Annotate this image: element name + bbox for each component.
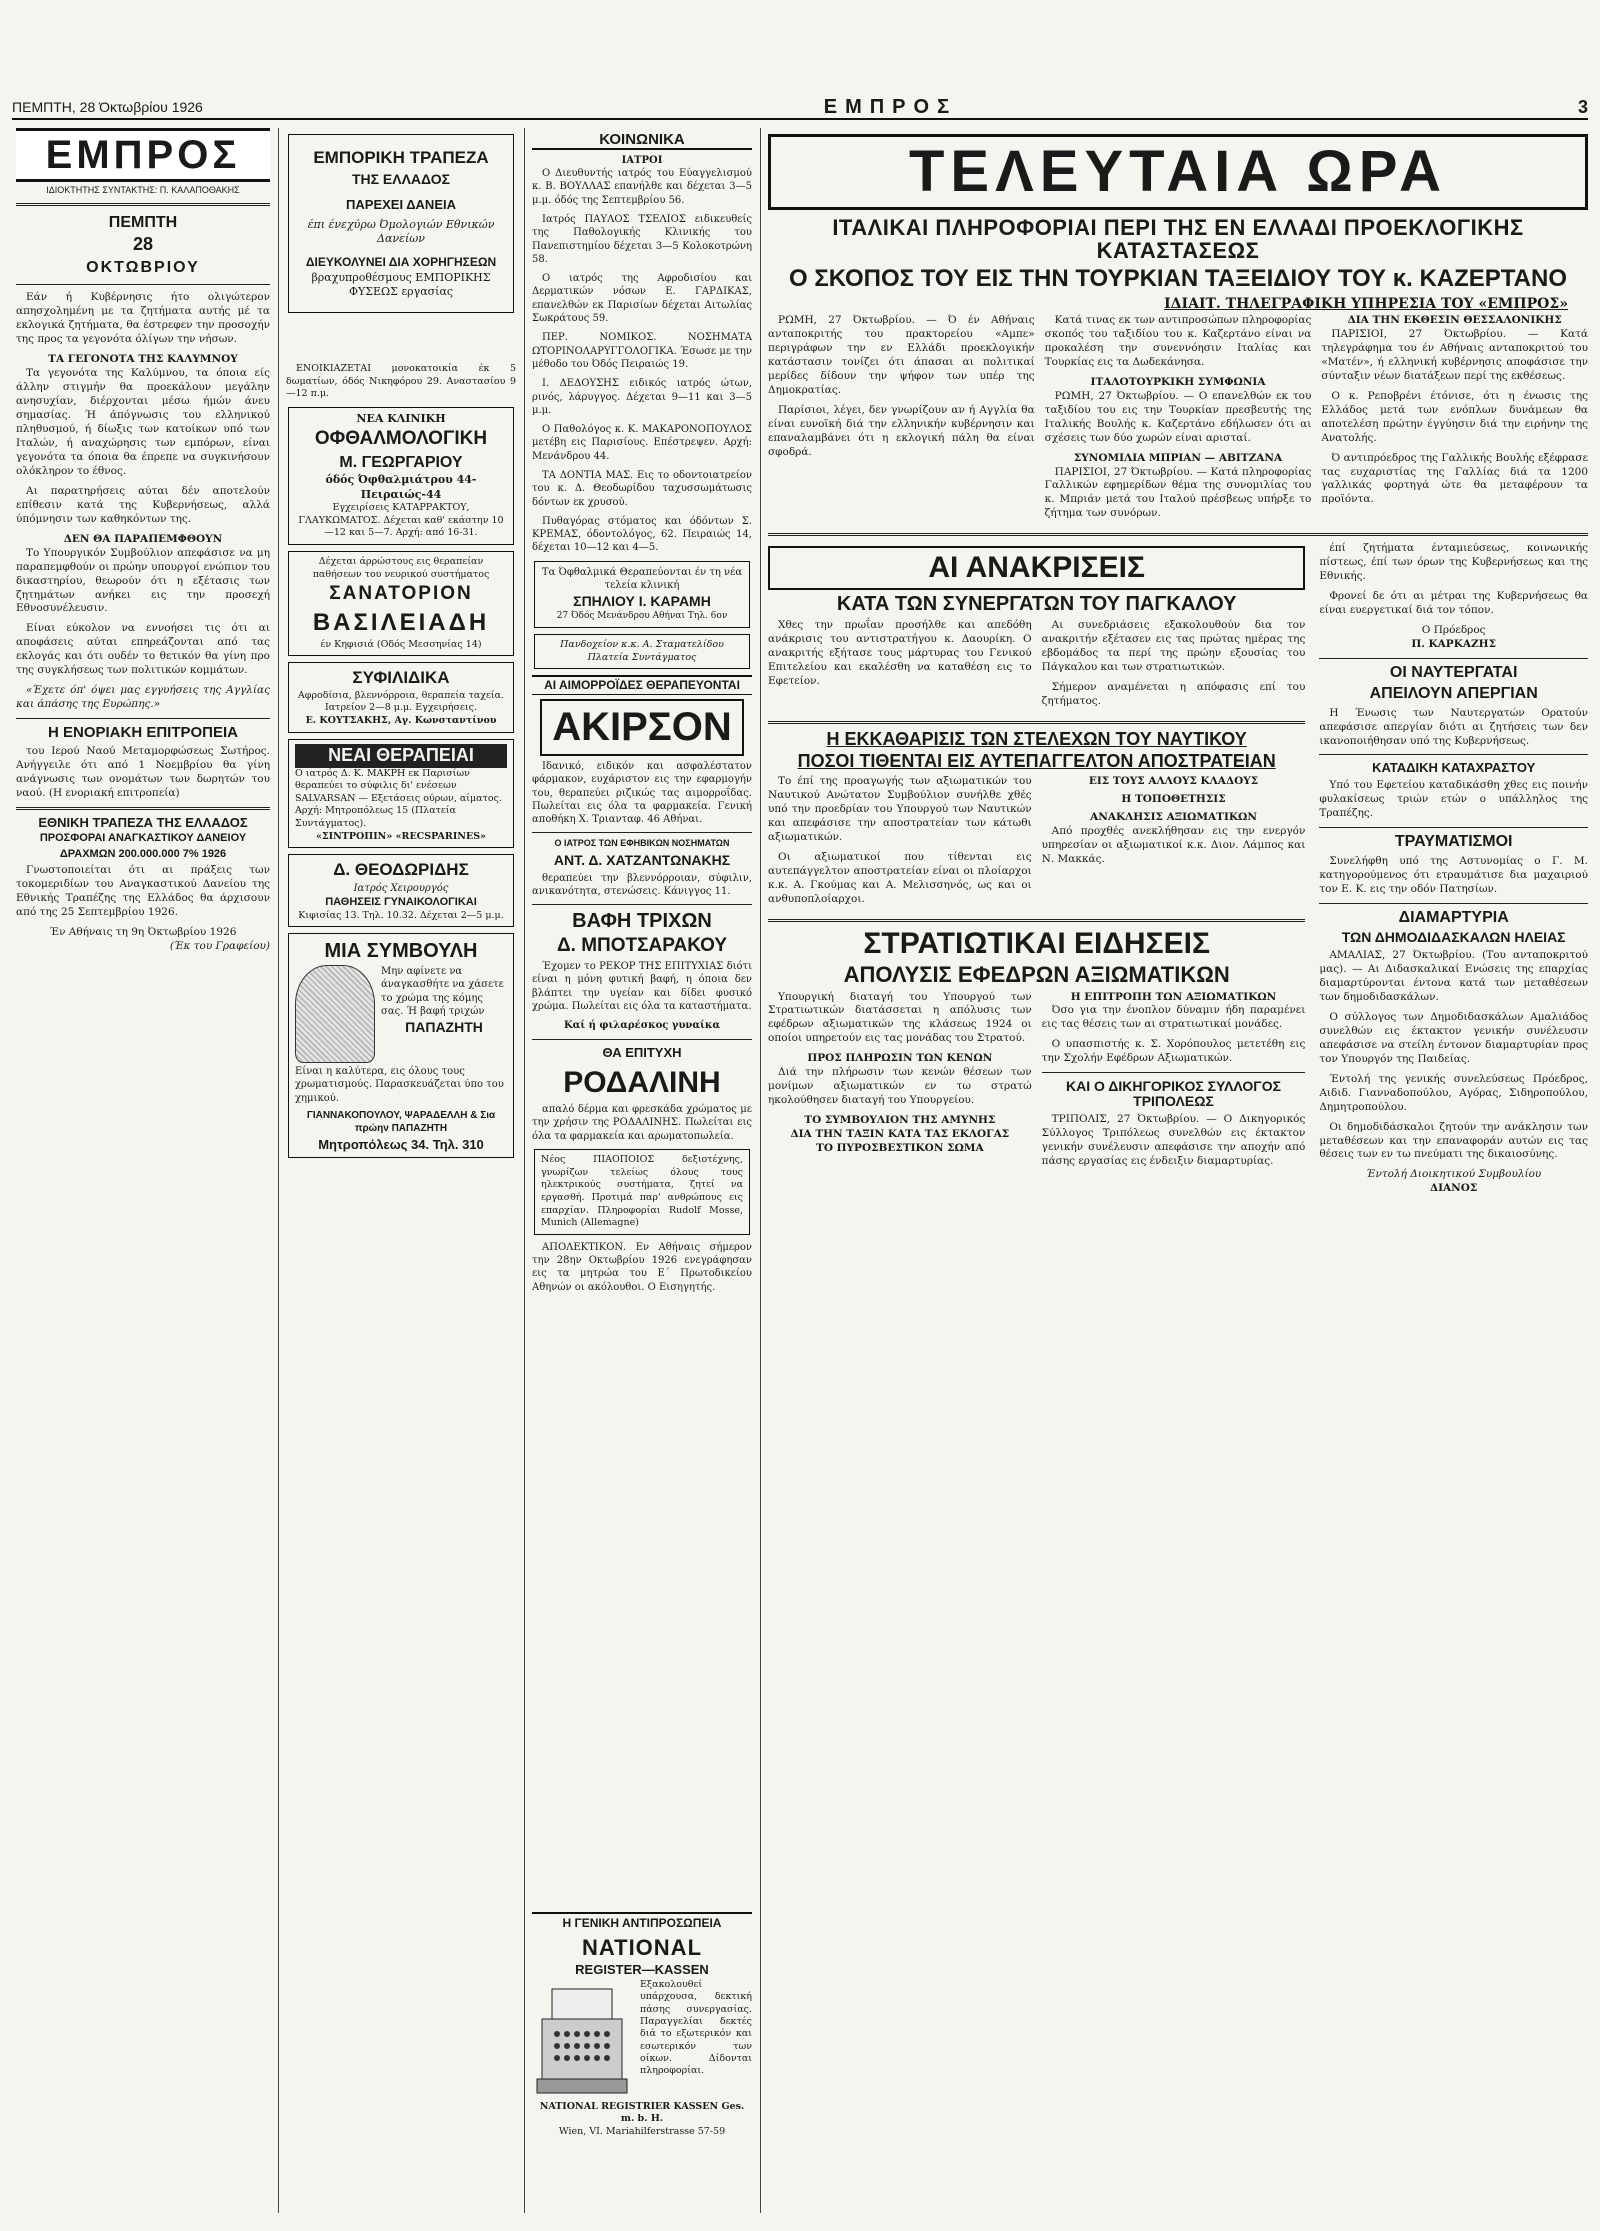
subheadline-strike: ΑΠΕΙΛΟΥΝ ΑΠΕΡΓΙΑΝ (1369, 684, 1538, 702)
ad-gynecologist (288, 854, 514, 927)
ad-doctor-heading: Ο ΙΑΤΡΟΣ ΤΩΝ ΕΦΗΒΙΚΩΝ ΝΟΣΗΜΑΤΩΝ (554, 838, 730, 849)
header-date: ΠΕΜΠΤΗ, 28 Όκτωβρίου 1926 (12, 99, 203, 115)
ad-text: Εγχειρίσεις ΚΑΤΑΡΡΑΚΤΟΥ, ΓΛΑΥΚΩΜΑΤΟΣ. Δέχεται καθ' εκάστην 10—12 και 5—7. Αρχή: από 16-31. (298, 502, 504, 539)
woman-portrait-image (295, 965, 375, 1063)
ad-register-brand: NATIONAL (581, 1934, 703, 1960)
ad-footer: ΓΙΑΝΝΑΚΟΠΟΥΛΟΥ, ΨΑΡΑΔΕΛΛΗ & Σια πρώην ΠΑΠΑΖΗΤΗ (306, 1109, 496, 1135)
telegram-paragraph: ΠΑΡΙΣΙΟΙ, 27 Όκτωβρίου. — Κατά τηλεγράφημα του έν Αθήναις ανταποκριτού του «Ματέν», ή ελληνική κυβέρνησις αποφάσισε την σύνταξιν νέων διατάξεων περί της εκθέσεως. (1321, 327, 1588, 382)
ad-text: Μην αφίνετε να άναγκασθήτε να χάσετε το χρώμα της κόμης σας. Ή βαφή τριχών (381, 966, 504, 1017)
telegrams-block (768, 314, 1588, 527)
article-paragraph: έπί ζητήματα ένταμιεύσεως, κοινωνικής πίστεως, έπί των όρων της Κυβερνήσεως και της Εθνικής. (1319, 542, 1588, 583)
ad-subtitle: Μ. ΓΕΩΡΓΑΡΙΟΥ (339, 453, 463, 471)
bank-notice-signature: (Έκ του Γραφείου) (169, 940, 270, 953)
ad-line: βραχυπροθέσμους ΕΜΠΟΡΙΚΗΣ ΦΥΣΕΩΣ εργασίας (311, 270, 491, 299)
notice-paragraph: του Ιερού Ναού Μεταμορφώσεως Σωτήρος. Ανήγγειλε ότι από 1 Νοεμβρίου θα γίνη ανάγνωσις των ονομάτων των δωρητών του ναού. (Η ενοριακή επιτροπεία) (16, 744, 270, 799)
ad-brand: ΠΑΠΑΖΗΤΗ (405, 1019, 483, 1036)
article-subhead: Η ΕΠΙΤΡΟΠΗ ΤΩΝ ΑΞΙΩΜΑΤΙΚΩΝ (1070, 990, 1277, 1003)
telegram-paragraph: Κατά τινας εκ των αντιπροσώπων πληροφορίας σκοπός του ταξιδίου του κ. Καζερτάνο είναι να προκαλέση την συνεννόησιν Ιταλίας και Τουρκίας εις τα Δωδεκάνησα. (1044, 313, 1312, 368)
ad-subtitle: ΤΗΣ ΕΛΛΑΔΟΣ (351, 170, 451, 187)
article-subhead: Η ΤΟΠΟΘΕΤΗΣΙΣ (1121, 793, 1226, 806)
article-subhead: ΤΟ ΣΥΜΒΟΥΛΙΟΝ ΤΗΣ ΑΜΥΝΗΣ (804, 1114, 996, 1127)
ad-title: ΣΥΦΙΛΙΔΙΚΑ (352, 668, 450, 688)
ad-register-heading: Η ΓΕΝΙΚΗ ΑΝΤΙΠΡΟΣΩΠΕΙΑ (532, 1912, 752, 1930)
ad-doctor-name: ΑΝΤ. Δ. ΧΑΤΖΑΝΤΩΝΑΚΗΣ (553, 851, 731, 868)
column-advertisements (286, 128, 516, 2213)
ad-hotel: Πανδοχείον κ.κ. Α. Σταματελίδου Πλατεία Συντάγματος (534, 634, 750, 669)
classified-rent: ΕΝΟΙΚΙΑΖΕΤΑΙ μονοκατοικία έκ 5 δωματίων, όδός Νικηφόρου 29. Αναστασίου 9—12 π.μ. (286, 362, 516, 400)
ad-hairdye-name: Δ. ΜΠΟΤΣΑΡΑΚΟΥ (556, 935, 728, 957)
headline-kazertano-trip: Ο ΣΚΟΠΟΣ ΤΟΥ ΕΙΣ ΤΗΝ ΤΟΥΡΚΙΑΝ ΤΑΞΕΙΔΙΟΥ ΤΟΥ κ. ΚΑΖΕΡΤΑΝΟ (788, 265, 1568, 293)
column-rule (278, 128, 279, 2213)
article-paragraph: Ο σύλλογος των Δημοδιδασκάλων Αμαλιάδος συνελθών εις έκτακτον γενικήν συνέλευσιν απεφάσισε να στείλη έντονον διαμαρτυρίαν προς τον Υπουργόν της Παιδείας. (1319, 1010, 1588, 1065)
ad-subtitle: ΒΑΣΙΛΕΙΑΔΗ (312, 608, 490, 636)
ad-text: Είναι η καλύτερα, εις όλους τους χρωματισμούς. Παρασκευάζεται ύπο του χημικού. (295, 1066, 504, 1104)
telegram-subhead: ΣΥΝΟΜΙΛΙΑ ΜΠΡΙΑΝ — ΑΒΙΤΖΑΝΑ (1073, 451, 1283, 464)
ad-text: θεραπεύει την βλεννόρροιαν, σύφιλιν, ανικανότητα, στενώσεις. Κάνιγγος 11. (532, 872, 752, 897)
column-rule (524, 128, 525, 2213)
telegram-paragraph: ΡΩΜΗ, 27 Όκτωβρίου. — Ο επανελθών εκ του ταξιδίου του εις την Τουρκίαν πρεσβευτής της Ιταλικής Βουλής κ. Καζερτάνο εδήλωσεν ότι αι σχέσεις των δύο χωρών είναι αρισταί. (1044, 389, 1312, 444)
subheadline-reserve-officers: ΑΠΟΛΥΣΙΣ ΕΦΕΔΡΩΝ ΑΞΙΩΜΑΤΙΚΩΝ (843, 962, 1230, 988)
editorial-paragraph: Αι παρατηρήσεις αύται δέν αποτελούν επίθεσιν κατά της Κυβερνήσεως, αλλά ύπόμνησιν των καθηκόντων της. (16, 484, 270, 525)
signature-title: Ο Πρόεδρος (1421, 624, 1486, 637)
signature-name: ΔΙΑΝΟΣ (1429, 1182, 1478, 1195)
telegram-paragraph: Παρίσιοι, λέγει, δεν γνωρίζουν αν ή Αγγλία θα είναι ευνοϊκή διά την ελληνικήν κυβέρνησιν και επαναλαμβάνει ότι η εκλογική πάλη θα είναι σφοδρά. (768, 403, 1035, 458)
article-subhead: ΤΟ ΠΥΡΟΣΒΕΣΤΙΚΟΝ ΣΩΜΑ (816, 1142, 984, 1155)
ad-text: Έχομεν το ΡΕΚΟΡ ΤΗΣ ΕΠΙΤΥΧΙΑΣ διότι είναι η μόνη φυτική βαφή, η όποια δεν βλάπτει την υγείαν και δίδει φυσικό χρώμα. Πωλείται εις όλα τα καταστήματα. (532, 961, 752, 1012)
ad-text: απαλό δέρμα και φρεσκάδα χρώματος με την χρήσιν της ΡΟΔΑΛΙΝΗΣ. Πωλείται εις όλα τα φαρμακεία και αρωματοπωλεία. (532, 1104, 752, 1142)
ad-address: Μητροπόλεως 34. Τηλ. 310 (318, 1136, 484, 1152)
doctor-notice: Ο Διευθυντής ιατρός του Εύαγγελισμού κ. Β. ΒΟΥΛΛΑΣ επανήλθε και δέχεται 3—5 μ.μ. όδός της Σεπτεμβρίου 56. (532, 168, 752, 206)
bank-notice-subtitle: ΠΡΟΣΦΟΡΑΙ ΑΝΑΓΚΑΣΤΙΚΟΥ ΔΑΝΕΙΟΥ (39, 832, 247, 845)
doctor-notice: Πυθαγόρας στόματος και όδόντων Σ. ΚΡΕΜΑΣ, όδοντολόγος, 62. Πειραιώς 14, δέχεται 10—12 και 4—5. (532, 515, 752, 554)
ad-text: Ο ιατρός Δ. Κ. ΜΑΚΡΗ εκ Παρισίων θεραπεύει το σύφιλις δι' ενέσεων SALVARSAN — Εξετάσεις ούρων, αίματος. Αρχή: Μητροπόλεως 15 (Πλατεία Συντάγματος). (295, 767, 502, 830)
headline-protest: ΔΙΑΜΑΡΤΥΡΙΑ (1398, 908, 1509, 926)
ad-text: Δέχεται άρρώστους εις θεραπείαν παθήσεων του νευρικού συστήματος (312, 556, 490, 580)
column-rule (760, 128, 761, 2213)
doctor-notice: Ιατρός ΠΑΥΛΟΣ ΤΣΕΛΙΟΣ ειδικευθείς της Παθολογικής Κλινικής του Πανεπιστημίου δέχεται 3—5 Κολοκοτρώνη 58. (532, 213, 752, 265)
ad-hair-dye-advice (288, 933, 514, 1157)
ad-text: Τα Όφθαλμικά Θεραπεύονται έν τη νέα τελεία κλινική (541, 566, 743, 592)
masthead: ΕΜΠΡΟΣ (16, 128, 270, 182)
headline-military-news: ΣΤΡΑΤΙΩΤΙΚΑΙ ΕΙΔΗΣΕΙΣ (863, 926, 1210, 960)
headline-investigations: ΑΙ ΑΝΑΚΡΙΣΕΙΣ (768, 546, 1305, 590)
ad-address: 27 Όδός Μενάνδρου Αθήναι Τηλ. 6ον (556, 610, 728, 621)
column-social (532, 128, 752, 2213)
article-subhead: ΑΝΑΚΛΗΣΙΣ ΑΞΙΩΜΑΤΙΚΩΝ (1090, 811, 1257, 824)
ad-address: Ε. ΚΟΥΤΣΑΚΗΣ, Αγ. Κωνσταντίνου (305, 715, 497, 727)
ad-title: ΝΕΑΙ ΘΕΡΑΠΕΙΑΙ (295, 744, 507, 768)
ad-title: ΕΜΠΟΡΙΚΗ ΤΡΑΠΕΖΑ (313, 148, 489, 167)
editorial-day: ΠΕΜΠΤΗ (108, 213, 178, 231)
ad-line: ΔΙΕΥΚΟΛΥΝΕΙ ΔΙΑ ΧΟΡΗΓΗΣΕΩΝ (305, 254, 497, 269)
bank-notice-title: ΕΘΝΙΚΗ ΤΡΑΠΕΖΑ ΤΗΣ ΕΛΛΑΔΟΣ (38, 814, 248, 830)
ad-syphilis-clinic (288, 662, 514, 732)
article-paragraph: Διά την πλήρωσιν των κενών θέσεων των μονίμων αξιωματικών εν τω στρατώ ηκολούθησεν διαταγή του Υπουργείου. (768, 1066, 1032, 1107)
ad-text: «ΣΙΝΤΡΟΠΙΝ» «RECSPARINES» (316, 830, 486, 842)
ad-tag: ΝΕΑ ΚΛΙΝΙΚΗ (356, 411, 446, 425)
ad-national-register (532, 1908, 752, 2208)
article-paragraph: Οι δημοδιδάσκαλοι ζητούν την ανάκλησιν των μεταθέσεων και την επαναφοράν αυτών εις τας θέσεις των εν τω πνεύματι της δικαιοσύνης. (1319, 1120, 1588, 1161)
ad-line: ΠΑΡΕΧΕΙ ΔΑΝΕΙΑ (346, 197, 456, 213)
editorial-quote: «Έχετε όπ' όψει μας εγγυήσεις της Αγγλίας και άπάσης της Ευρώπης.» (16, 684, 270, 711)
editorial-paragraph: Τα γεγονότα της Καλύμνου, τα όποια είς άλλην στιγμήν θα προεκάλουν μεγάλην ανησυχίαν, διέρχονται μέσω ήμών άνευ σημασίας. Ή άπόγνωσις του ελληνικού πληθυσμού, ή δίωξις των κατοίκων υπό των Ιταλών, ή αναχώρησις των εμπόρων, είναι γεγονότα τα όποια θα έπρεπε να συγκινήσουν ολόκληρον το έθνος. (16, 367, 270, 477)
article-paragraph: Ο υπασπιστής κ. Σ. Χορόπουλος μετετέθη εις την Σχολήν Εφέδρων Αξιωματικών. (1041, 1038, 1306, 1065)
page-header (12, 96, 1588, 120)
ad-sanatorium (288, 551, 514, 656)
banner-latest-hour: ΤΕΛΕΥΤΑΙΑ ΩΡΑ (768, 134, 1588, 210)
editorial-date: 28 (132, 234, 154, 255)
headline-conviction: ΚΑΤΑΔΙΚΗ ΚΑΤΑΧΡΑΣΤΟΥ (1372, 760, 1536, 776)
ad-register-address: NATIONAL REGISTRIER KASSEN Ges. m. b. H. (539, 2101, 745, 2125)
article-paragraph: Αι συνεδριάσεις εξακολουθούν δια τον ανακριτήν εξέτασεν εις τας πρώτας ημέρας της εβδομάδος τα περί της πρώην εξουσίας του Πάγκαλου και των στρατιωτικών. (1041, 618, 1306, 673)
column-latest-news (768, 128, 1588, 2213)
editorial-paragraph: Εάν ή Κυβέρνησις ήτο ολιγώτερον απησχολημένη με τα ζητήματα αυτής μέ τα εκλογικά ζητήματα, θα έστρεφεν την προσοχήν της προς τα γεγονότα όλίγων την νήσων. (16, 291, 270, 346)
bank-notice-date: Έν Αθήναις τη 9η Όκτωβρίου 1926 (49, 926, 237, 939)
headline-bar-association: ΚΑΙ Ο ΔΙΚΗΓΟΡΙΚΟΣ ΣΥΛΛΟΓΟΣ ΤΡΙΠΟΛΕΩΣ (1066, 1078, 1281, 1109)
ad-text: Ιδανικό, ειδικόν και ασφαλέστατον φάρμακον, ευχάριστον εις την εφαρμογήν του, θεραπεύει ριζικώς τας αιμορροΐδας. Πωλείται εις όλα τα φαρμακεία. Γενική αποθήκη Χ. Τριανταφ. 46 Αθήναι. (532, 760, 752, 826)
article-paragraph: Σήμερον αναμένεται η απόφασις επί του ζητήματος. (1041, 680, 1306, 707)
subheadline-pangalos-associates: ΚΑΤΑ ΤΩΝ ΣΥΝΕΡΓΑΤΩΝ ΤΟΥ ΠΑΓΚΑΛΟΥ (836, 592, 1237, 615)
headline-italian-info: ΙΤΑΛΙΚΑΙ ΠΛΗΡΟΦΟΡΙΑΙ ΠΕΡΙ ΤΗΣ ΕΝ ΕΛΛΑΔΙ ΠΡΟΕΚΛΟΓΙΚΗΣ ΚΑΤΑΣΤΑΣΕΩΣ (832, 215, 1524, 264)
telegram-paragraph: ΠΑΡΙΣΙΟΙ, 27 Όκτωβρίου. — Κατά πληροφορίας Γαλλικών εφημερίδων θέμα της συνομιλίας του κ. Μπριάν μετά του Ιταλού πρέσβεως υπήρξε το ζήτημα των συνόρων. (1044, 465, 1312, 520)
article-paragraph: ΤΡΙΠΟΛΙΣ, 27 Όκτωβρίου. — Ο Δικηγορικός Σύλλογος Τριπόλεως συνελθών εις έκτακτον γενικήν συνέλευσιν απεφάσισε την αποχήν από πάσης εργασίας εις ένδειξιν διαμαρτυρίας. (1041, 1112, 1306, 1167)
ad-register-model: REGISTER—KASSEN (575, 1962, 709, 1978)
ad-register-address: Wien, VI. Mariahilferstrasse 57-59 (558, 2125, 726, 2137)
column-editorial (16, 128, 270, 2213)
signature-name: Π. ΚΑΡΚΑΖΗΣ (1411, 638, 1496, 651)
article-paragraph: Όσο για την ένοπλον δύναμιν ήδη παραμένει εις τας θέσεις των αι στρατιωτικαί μονάδες. (1041, 1004, 1306, 1031)
editorial-paragraph: Το Υπουργικόν Συμβούλιον απεφάσισε να μη παραπεμφθούν οι πρώην υπουργοί ενώπιον του δικαστηρίου, θεωρούν ότι η εξέτασις των ζητημάτων ανήκει εις την προσεχή Εθνοσυνέλευσιν. (16, 546, 270, 615)
ad-new-therapies (288, 739, 514, 849)
ad-hemorrhoids-heading: ΑΙ ΑΙΜΟΡΡΟΪΔΕΣ ΘΕΡΑΠΕΥΟΝΤΑΙ (532, 675, 752, 695)
ad-line: έπι ένεχύρω Όμολογιών Εθνικών Δανείων (307, 217, 495, 246)
headline-sailors: ΟΙ ΝΑΥΤΕΡΓΑΤΑΙ (1389, 664, 1518, 681)
telegraph-service: ΙΔΙΑΙΤ. ΤΗΛΕΓΡΑΦΙΚΗ ΥΠΗΡΕΣΙΑ ΤΟΥ «ΕΜΠΡΟΣ» (1164, 296, 1568, 313)
ad-rodalini-heading: ΘΑ ΕΠΙΤΥΧΗ (602, 1044, 682, 1060)
article-paragraph: Φρονεί δε ότι αι μέτραι της Κυβερνήσεως θα είναι ευεργετικαί διά τον τόπον. (1319, 590, 1588, 617)
doctor-notice: ΠΕΡ. ΝΟΜΙΚΟΣ. ΝΟΣΗΜΑΤΑ ΩΤΟΡΙΝΟΛΑΡΥΓΓΟΛΟΓΙΚΑ. Έσωσε με την μέθοδο του Όδός Πειραιώς 19. (532, 332, 752, 370)
doctor-notice: Ο Παθολόγος κ. Κ. ΜΑΚΑΡΟΝΟΠΟΥΛΟΣ μετέβη εις Παρισίους. Επέστρεψεν. Αρχή: Μενάνδρου 44. (532, 424, 752, 462)
ad-title: ΜΙΑ ΣΥΜΒΟΥΛΗ (324, 940, 478, 963)
article-paragraph: Από προχθές ανεκλήθησαν εις την ενεργόν υπηρεσίαν οι αξιωματικοί κ.κ. Διον. Λάμπος και Ν. Μακκάς. (1041, 825, 1306, 866)
ad-commercial-bank (288, 134, 514, 313)
article-paragraph: Συνελήφθη υπό της Αστυνομίας ο Γ. Μ. κατηγορούμενος ότι ετραυμάτισε δια μαχαιριού τον Ε. Κ. εις την οδόν Πατησίων. (1319, 854, 1588, 895)
section-heading: ΔΕΝ ΘΑ ΠΑΡΑΠΕΜΦΘΟΥΝ (63, 532, 223, 545)
ad-address: έν Κηφισιά (Οδός Μεσσηνίας 14) (320, 638, 482, 650)
ad-title: ΟΦΘΑΛΜΟΛΟΓΙΚΗ (314, 428, 488, 450)
subheadline-navy-retirement: ΠΟΣΟΙ ΤΙΘΕΝΤΑΙ ΕΙΣ ΑΥΤΕΠΑΓΓΕΛΤΟΝ ΑΠΟΣΤΡΑΤΕΙΑΝ (797, 751, 1276, 772)
ad-title: ΣΠΗΛΙΟΥ Ι. ΚΑΡΑΜΗ (573, 593, 711, 610)
article-subhead: ΕΙΣ ΤΟΥΣ ΑΛΛΟΥΣ ΚΛΑΔΟΥΣ (1088, 775, 1259, 788)
subsection-doctors: ΙΑΤΡΟΙ (621, 154, 663, 166)
headline-navy-purge: Η ΕΚΚΑΘΑΡΙΣΙΣ ΤΩΝ ΣΤΕΛΕΧΩΝ ΤΟΥ ΝΑΥΤΙΚΟΥ (826, 728, 1247, 749)
ad-address: Κιφισίας 13. Τηλ. 10.32. Δέχεται 2—5 μ.μ. (298, 909, 504, 921)
ad-title: ΣΑΝΑΤΟΡΙΟΝ (329, 583, 473, 605)
editorial-month: ΟΚΤΩΒΡΙΟΥ (86, 259, 200, 277)
ad-tagline: Καί ή φιλαρέσκος γυναίκα (563, 1020, 721, 1032)
telegram-subhead: ΔΙΑ ΤΗΝ ΕΚΘΕΣΙΝ ΘΕΣΣΑΛΟΝΙΚΗΣ (1347, 313, 1562, 326)
ad-text: Αφροδίσια, βλεννόρροια, θεραπεία ταχεία. Ιατρείον 2—8 μ.μ. Εγχειρήσεις. (297, 689, 505, 714)
article-paragraph: Το έπί της προαγωγής των αξιωματικών του Ναυτικού Ανώτατον Συμβούλιον συνήλθε χθές υπό την προεδρίαν του Υπουργού των Ναυτικών και απεφάσισε την αποστρατείαν των κάτωθι αξιωματικών. (768, 775, 1032, 844)
cash-register-image (532, 1979, 632, 2097)
ad-title: Δ. ΘΕΟΔΩΡΙΔΗΣ (333, 860, 469, 880)
notice-paragraph: Γνωστοποιείται ότι αι πράξεις των τοκομεριδίων του Αναγκαστικού Δανείου της Εθνικής Τραπέζης της Ελλάδος θα άρχισουν από της 25 Σεπτεμβρίου 1926. (16, 864, 270, 919)
doctor-notice: ΤΑ ΔΟΝΤΙΑ ΜΑΣ. Εις το οδοντοιατρείον του κ. Δ. Θεοδωρίδου ταχυσσωμάτωσις δόντων εκ χρυσού. (532, 469, 752, 508)
ad-subtitle: Ιατρός Χειρουργός (353, 882, 449, 894)
article-paragraph: Χθες την πρωΐαν προσήλθε και απεδόθη ανάκρισις του αντιστρατήγου κ. Δαουρίκη. Ο ανακριτής εξήτασε τους μάρτυρας του Γενικού Επιτελείου και εκαλέσθη να καταθέση εις το Εφετείον. (768, 618, 1032, 687)
ad-piano-tuner: Νέος ΠΙΑΟΠΟΙΟΣ δεξιοτέχνης, γνωρίζων τελείως όλους τους ηλεκτρικούς συστήματα, ζητεί να εργασθή. Προτιμά παρ' ανθρώπους εις επαρχίαν. Πληροφορίαι Rudolf Mosse, Munich (Allemagne) (534, 1149, 750, 1235)
editor-line: ΙΔΙΟΚΤΗΤΗΣ ΣΥΝΤΑΚΤΗΣ: Π. ΚΑΛΑΠΟΘΑΚΗΣ (46, 185, 240, 195)
bank-notice-amount: ΔΡΑΧΜΩΝ 200.000.000 7% 1926 (59, 847, 227, 860)
editorial-paragraph: Είναι εύκολον να εννοήσει τις ότι αι αποφάσεις αύται επηρεάζονται από τας εκλογάς και ότι ουδέν το θετικόν θα γίνη προ της συγκλήσεως των πολιτικών κομμάτων. (16, 622, 270, 677)
doctor-notice: Ο ιατρός της Αφροδισίου και Δερματικών νόσων Ε. ΓΑΡΔΙΚΑΣ, επανελθών εκ Παρισίων δέχεται Αιτωλίας Σωκράτους 59. (532, 273, 752, 325)
header-page-number: 3 (1577, 96, 1588, 117)
article-paragraph: Οι αξιωματικοί που τίθενται εις αυτεπάγγελτον αποστρατείαν είναι οι πλοίαρχοι κ.κ. Α. Γκούμας και Α. Μελισσηνός, ως και οι ανθυποπλοίαρχοι. (768, 851, 1032, 905)
telegram-paragraph: Ο κ. Ρεποβρένι έτόνισε, ότι η ένωσις της Ελλάδος μετά των ενόπλων δυνάμεων θα αποτελέση πρώτην έγγύησιν διά την ειρήνην της Ανατολής. (1321, 389, 1588, 444)
article-paragraph: ΑΜΑΛΙΑΣ, 27 Όκτωβρίου. (Του ανταποκριτού μας). — Αι Διδασκαλικαί Ενώσεις της επαρχίας διαμαρτύρονται έντονα κατά των μεταθέσεων των δημοδιδασκάλων. (1319, 949, 1588, 1003)
article-paragraph: Η Ένωσις των Ναυτεργατών Ορατούν απεφάσισε απεργίαν διότι αι ζητήσεις των δεν ικανοποιήθησαν υπό της Κυβερνήσεως. (1319, 706, 1588, 747)
headline-injuries: ΤΡΑΥΜΑΤΙΣΜΟΙ (1394, 832, 1513, 850)
article-subhead: ΠΡΟΣ ΠΛΗΡΩΣΙΝ ΤΩΝ ΚΕΝΩΝ (807, 1052, 993, 1065)
telegram-paragraph: ΡΩΜΗ, 27 Όκτωβρίου. — Ό έν Αθήναις ανταποκριτής του πρακτορείου «Αμπε» περιγράφων την εν Ελλάδι προεκλογικήν κατάστασιν τονίζει ότι άπασαι αι πολιτικαί μερίδες δίδουν την ψήφον των υπέρ της Δημοκρατίας. (768, 313, 1035, 396)
article-paragraph: Υπό του Εφετείου καταδικάσθη χθες εις ποινήν φυλακίσεως τριών ετών ο υπάλληλος της Τραπέζης. (1319, 779, 1588, 819)
ad-brand-rodalini: ΡΟΔΑΛΙΝΗ (563, 1066, 721, 1100)
telegram-paragraph: Ό αντιπρόεδρος της Γαλλικής Βουλής εξέφρασε τας ευχαριστίας της Γαλλίας διά τα 1200 γαλλικάς φορτηγά ώτε θα μεταφέρουν τα προϊόντα. (1321, 451, 1588, 506)
ad-address: όδός Όφθαλμιάτρου 44-Πειραιώς-44 (325, 472, 477, 501)
header-paper-name: ΕΜΠΡΟΣ (823, 95, 958, 118)
legal-notice: ΑΠΟΛΕΚΤΙΚΟΝ. Εν Αθήναις σήμερον την 28ην Οκτωβρίου 1926 ενεγράφησαν εις τα μητρώα του Ε΄ Πρωτοδικείου Αθηνών οι ακόλουθοι. Ο Εισηγητής. (532, 1241, 752, 1293)
ad-karamis-clinic (534, 561, 750, 628)
ad-register-text: Εξακολουθεί υπάρχουσα, δεκτική πάσης συνεργασίας. Παραγγελίαι δεκτές διά το εξωτερικόν και εσωτερικόν των οίκων. Δίδονται πληροφορίαι. (640, 1979, 752, 2077)
ad-brand-akirson: ΑΚΙΡΣΟΝ (540, 699, 744, 756)
subheadline-teachers: ΤΩΝ ΔΗΜΟΔΙΔΑΣΚΑΛΩΝ ΗΛΕΙΑΣ (1341, 929, 1566, 946)
section-title-social: ΚΟΙΝΩΝΙΚΑ (532, 132, 752, 150)
doctor-notice: Ι. ΔΕΔΟΥΣΗΣ ειδικός ιατρός ώτων, ρινός, λάρυγγος. Δέχεται 9—11 και 3—5 μ.μ. (532, 378, 752, 416)
section-heading: Η ΕΝΟΡΙΑΚΗ ΕΠΙΤΡΟΠΕΙΑ (47, 724, 239, 742)
telegram-subhead: ΙΤΑΛΟΤΟΥΡΚΙΚΗ ΣΥΜΦΩΝΙΑ (1090, 375, 1266, 388)
ad-eye-clinic (288, 407, 514, 545)
article-subhead: ΔΙΑ ΤΗΝ ΤΑΞΙΝ ΚΑΤΑ ΤΑΣ ΕΚΛΟΓΑΣ (790, 1128, 1010, 1141)
ad-hairdye-heading: ΒΑΦΗ ΤΡΙΧΩΝ (572, 910, 712, 933)
signature-title: Έντολή Διοικητικού Συμβουλίου (1366, 1168, 1542, 1181)
article-paragraph: Έντολή της γενικής συνελεύσεως Πρόεδρος, Αιδιδ. Γιανναδοπούλου, Αγόρας, Σιδηροπούλου, Δημητροπούλου. (1319, 1072, 1588, 1113)
section-heading: ΤΑ ΓΕΓΟΝΟΤΑ ΤΗΣ ΚΑΛΥΜΝΟΥ (48, 353, 238, 366)
ad-line: ΠΑΘΗΣΕΙΣ ΓΥΝΑΙΚΟΛΟΓΙΚΑΙ (325, 896, 477, 909)
article-paragraph: Υπουργική διαταγή του Υπουργού των Στρατιωτικών διατάσσεται η απόλυσις των εφέδρων αξιωματικών της κλάσεως 1924 οι οποίοι υπηρετούν εις τας μονάδας του Στρατού. (768, 990, 1032, 1045)
